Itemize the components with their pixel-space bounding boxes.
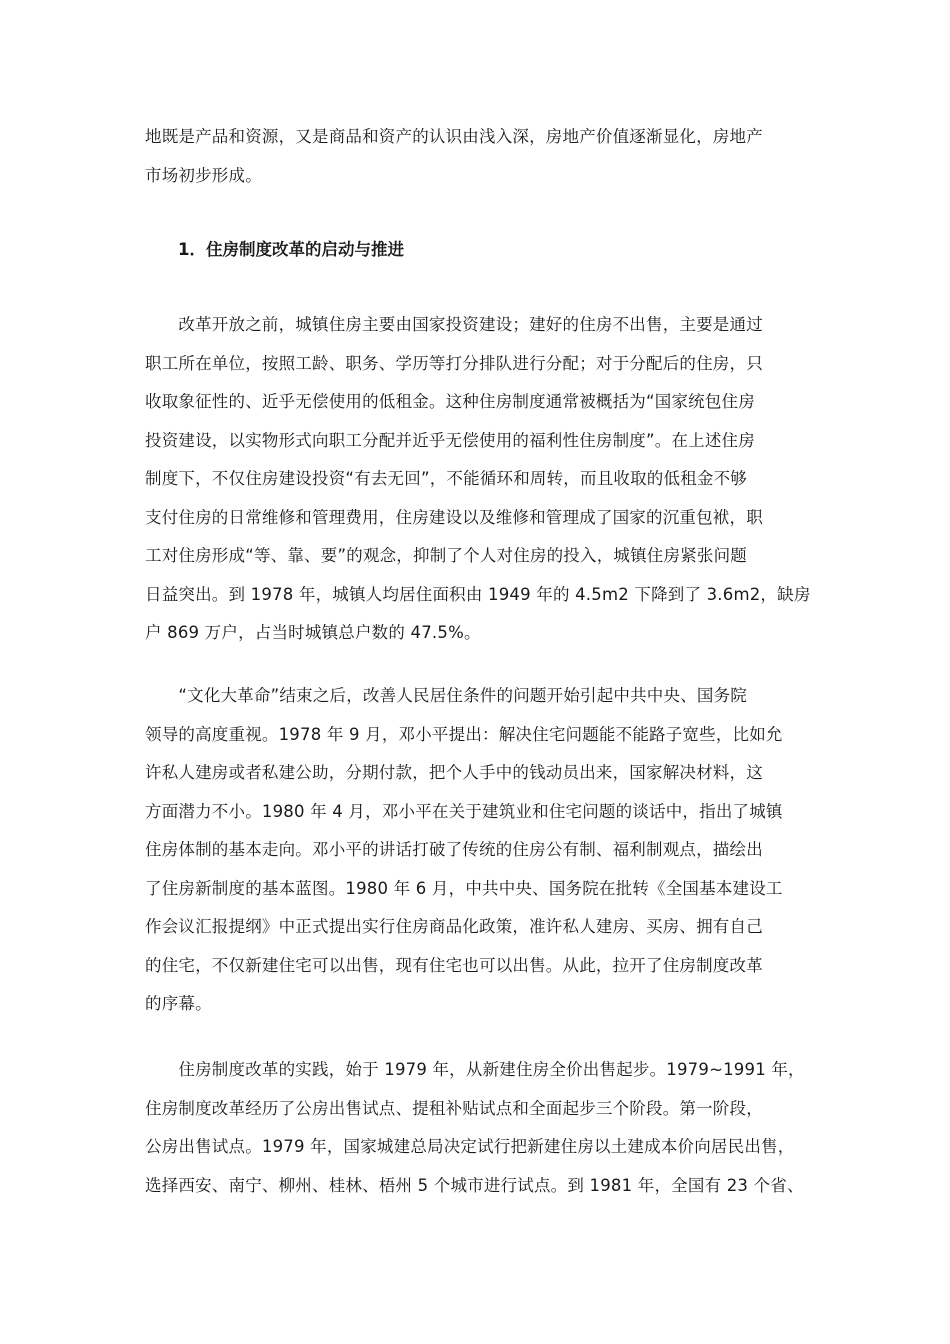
paragraph-1 [145,306,811,653]
paragraph-line: 户 869 万户，占当时城镇总户数的 47.5%。 [145,623,481,642]
paragraph-line: 的序幕。 [145,994,212,1013]
paragraph-3 [145,1051,805,1205]
section-heading: 1．住房制度改革的启动与推进 [178,240,404,259]
paragraph-line: 制度下，不仅住房建设投资“有去无回”，不能循环和周转，而且收取的低租金不够 [145,469,747,488]
paragraph-line: 方面潜力不小。1980 年 4 月，邓小平在关于建筑业和住宅问题的谈话中，指出了城镇 [145,801,783,821]
paragraph-line: 作会议汇报提纲》中正式提出实行住房商品化政策，准许私人建房、买房、拥有自己 [145,917,763,936]
paragraph-line: 许私人建房或者私建公助，分期付款，把个人手中的钱动员出来，国家解决材料，这 [145,763,763,782]
paragraph-line: 支付住房的日常维修和管理费用，住房建设以及维修和管理成了国家的沉重包袱，职 [145,507,763,527]
paragraph-line: 地既是产品和资源，又是商品和资产的认识由浅入深，房地产价值逐渐显化，房地产 [145,127,763,146]
paragraph-line: 了住房新制度的基本蓝图。1980 年 6 月，中共中央、国务院在批转《全国基本建设工 [145,878,783,898]
paragraph-line: 投资建设，以实物形式向职工分配并近乎无偿使用的福利性住房制度”。在上述住房 [145,430,755,450]
paragraph-line: 住房制度改革的实践，始于 1979 年，从新建住房全价出售起步。1979~1991 年， [145,1060,805,1079]
section-heading-block [178,231,838,269]
paragraph-line: 职工所在单位，按照工龄、职务、学历等打分排队进行分配；对于分配后的住房，只 [145,353,763,373]
paragraph-line: 选择西安、南宁、柳州、桂林、梧州 5 个城市进行试点。到 1981 年，全国有 23 个省、 [145,1175,804,1195]
paragraph-line: 公房出售试点。1979 年，国家城建总局决定试行把新建住房以土建成本价向居民出售， [145,1137,795,1156]
paragraph-line: 的住宅，不仅新建住宅可以出售，现有住宅也可以出售。从此，拉开了住房制度改革 [145,955,763,975]
paragraph-line: 住房体制的基本走向。邓小平的讲话打破了传统的住房公有制、福利制观点，描绘出 [145,840,763,859]
paragraph-line: “文化大革命”结束之后，改善人民居住条件的问题开始引起中共中央、国务院 [145,686,747,705]
paragraph-line: 住房制度改革经历了公房出售试点、提租补贴试点和全面起步三个阶段。第一阶段， [145,1098,763,1118]
paragraph-line: 收取象征性的、近乎无偿使用的低租金。这种住房制度通常被概括为“国家统包住房 [145,392,755,411]
paragraph-line: 改革开放之前，城镇住房主要由国家投资建设；建好的住房不出售，主要是通过 [145,315,763,334]
paragraph-line: 市场初步形成。 [145,165,262,185]
intro-paragraph [145,118,805,195]
paragraph-2 [145,677,805,1024]
paragraph-line: 领导的高度重视。1978 年 9 月，邓小平提出：解决住宅问题能不能路子宽些，比如允 [145,724,783,744]
paragraph-line: 工对住房形成“等、靠、要”的观念，抑制了个人对住房的投入，城镇住房紧张问题 [145,546,747,565]
paragraph-line: 日益突出。到 1978 年，城镇人均居住面积由 1949 年的 4.5m2 下降到了 3.6m2，缺房 [145,584,811,604]
